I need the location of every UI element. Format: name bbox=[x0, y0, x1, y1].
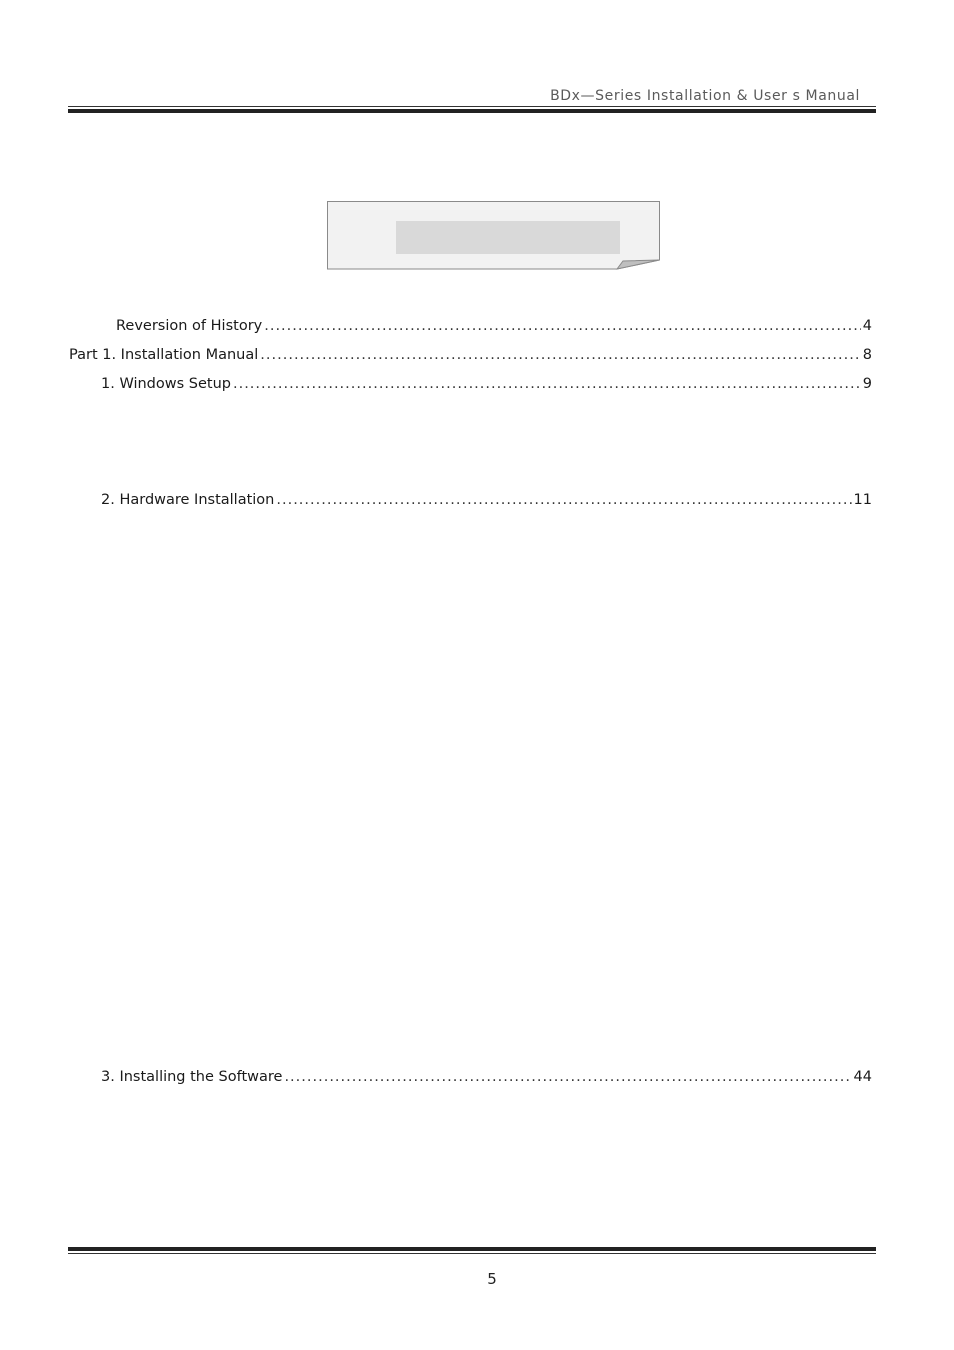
running-header: BDx—Series Installation & User s Manual bbox=[550, 88, 860, 104]
toc-entry-page: 8 bbox=[862, 347, 872, 363]
toc-entry-reversion-history[interactable] bbox=[116, 317, 872, 335]
dot-leader bbox=[264, 317, 861, 335]
toc-entry-page: 44 bbox=[853, 1069, 872, 1085]
toc-entry-label: 3. Installing the Software bbox=[101, 1069, 283, 1085]
page-number: 5 bbox=[487, 1270, 497, 1288]
dot-leader bbox=[233, 375, 861, 393]
toc-entry-part1-installation-manual[interactable] bbox=[69, 346, 872, 364]
toc-entry-label: Reversion of History bbox=[116, 318, 263, 334]
toc-entry-page: 9 bbox=[862, 376, 872, 392]
dot-leader bbox=[284, 1068, 851, 1086]
toc-entry-installing-software[interactable] bbox=[101, 1068, 872, 1086]
header-rule bbox=[68, 106, 876, 113]
toc-entry-hardware-installation[interactable] bbox=[101, 491, 872, 509]
contents-title-box bbox=[327, 201, 660, 269]
contents-title-bar bbox=[396, 221, 620, 254]
toc-entry-label: Part 1. Installation Manual bbox=[69, 347, 259, 363]
toc-entry-label: 2. Hardware Installation bbox=[101, 492, 275, 508]
dot-leader bbox=[260, 346, 860, 364]
dot-leader bbox=[276, 491, 851, 509]
toc-entry-label: 1. Windows Setup bbox=[101, 376, 231, 392]
toc-entry-page: 4 bbox=[862, 318, 872, 334]
toc-entry-windows-setup[interactable] bbox=[101, 375, 872, 393]
footer-rule bbox=[68, 1247, 876, 1254]
toc-entry-page: 11 bbox=[853, 492, 872, 508]
